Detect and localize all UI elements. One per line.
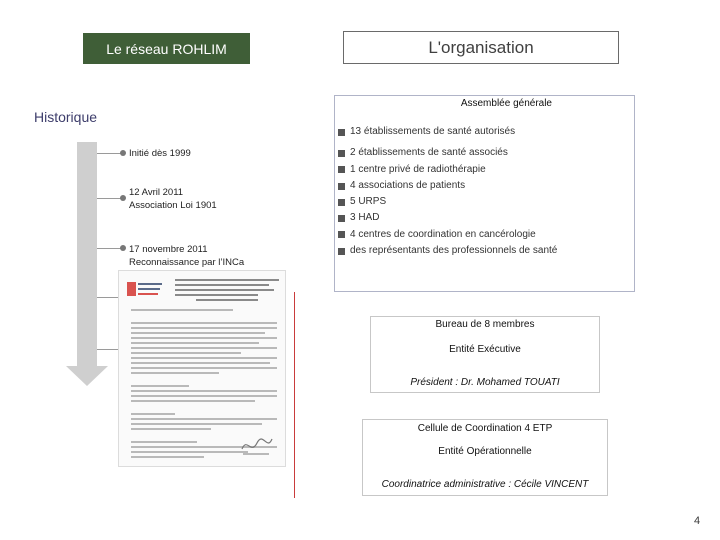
institution-logo-icon	[127, 280, 163, 298]
general-assembly-title: Assemblée générale	[460, 98, 552, 109]
coordination-cell-box	[362, 419, 608, 496]
timeline-dot	[120, 195, 126, 201]
list-item: 13 établissements de santé autorisés	[338, 124, 557, 140]
list-item: 2 établissements de santé associés	[338, 145, 557, 161]
square-bullet-icon	[338, 166, 345, 173]
list-item: 1 centre privé de radiothérapie	[338, 162, 557, 178]
timeline-event-1999: Initié dès 1999	[129, 148, 191, 159]
list-item: 5 URPS	[338, 194, 557, 210]
list-item: 4 centres de coordination en cancérologie	[338, 227, 557, 243]
list-item: 4 associations de patients	[338, 178, 557, 194]
timeline-arrow-icon	[66, 366, 108, 386]
network-badge: Le réseau ROHLIM	[83, 33, 250, 64]
coordination-cell-coordinator: Coordinatrice administrative : Cécile VINCENT	[381, 479, 589, 490]
slide-title: L'organisation	[343, 31, 619, 64]
timeline-dot	[120, 150, 126, 156]
square-bullet-icon	[338, 231, 345, 238]
timeline-dot	[120, 245, 126, 251]
square-bullet-icon	[338, 183, 345, 190]
square-bullet-icon	[338, 150, 345, 157]
coordination-cell-role: Entité Opérationnelle	[438, 446, 532, 457]
timeline-connector	[97, 297, 118, 298]
timeline-connector	[97, 349, 118, 350]
list-item: des représentants des professionnels de santé	[338, 243, 557, 259]
square-bullet-icon	[338, 199, 345, 206]
timeline-connector	[97, 153, 122, 154]
history-heading: Historique	[34, 109, 98, 125]
timeline-event-2011-april: 12 Avril 2011 Association Loi 1901	[129, 187, 217, 211]
list-item: 3 HAD	[338, 210, 557, 226]
timeline-event-2011-november: 17 novembre 2011 Reconnaissance par l’INCa	[129, 244, 245, 268]
document-margin-line	[294, 292, 295, 498]
document-header-lines	[175, 279, 279, 304]
coordination-cell-title: Cellule de Coordination 4 ETP	[417, 423, 553, 434]
timeline-bar	[77, 142, 97, 366]
bureau-box	[370, 316, 600, 393]
timeline-connector	[97, 198, 122, 199]
square-bullet-icon	[338, 129, 345, 136]
general-assembly-box	[334, 95, 635, 292]
general-assembly-members	[338, 124, 557, 259]
bureau-title: Bureau de 8 membres	[435, 319, 535, 330]
bureau-president: Président : Dr. Mohamed TOUATI	[410, 377, 560, 388]
page-number: 4	[694, 515, 701, 527]
square-bullet-icon	[338, 248, 345, 255]
signature-icon	[239, 433, 275, 457]
timeline-connector	[97, 248, 122, 249]
inca-decision-document-image	[118, 270, 286, 467]
square-bullet-icon	[338, 215, 345, 222]
bureau-role: Entité Exécutive	[449, 344, 521, 355]
